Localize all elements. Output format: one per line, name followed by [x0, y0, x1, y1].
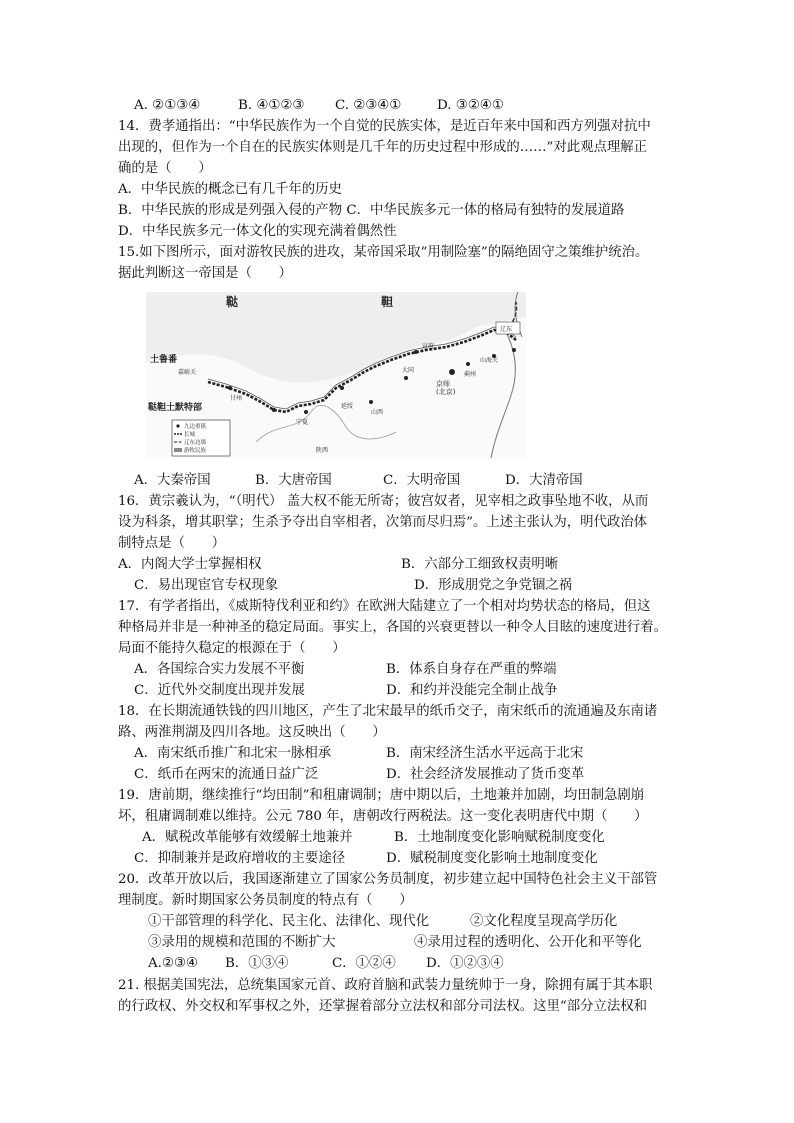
q14-option-bc: B．中华民族的形成是列强入侵的产物 C．中华民族多元一体的格局有独特的发展道路 — [118, 203, 625, 218]
q16-stem-line: 设为科条，增其职掌；生杀予夺出自宰相者，次第而尽归焉”。上述主张认为，明代政治体 — [118, 515, 648, 530]
q15-option-a: A．大秦帝国 — [134, 473, 211, 488]
q20-item-1: ①干部管理的科学化、民主化、法律化、现代化 — [148, 914, 430, 929]
map-label-ganzhou: 甘州 — [230, 395, 243, 402]
q17-option-a: A．各国综合实力发展不平衡 — [134, 662, 305, 677]
map-label-jizhou: 蓟州 — [464, 371, 477, 378]
q15-option-c: C．大明帝国 — [383, 473, 461, 488]
q15-stem-line: 15.如下图所示，面对游牧民族的进攻，某帝国采取“用制险塞”的隔绝固守之策维护统治。 — [118, 245, 649, 260]
q16-stem-line: 16．黄宗羲认为，“（明代） 盖大权不能无所寄；彼宫奴者，见宰相之政事坠地不收，从而 — [118, 494, 649, 509]
map-label-north-1: 鞑 — [226, 295, 239, 309]
map-label-yansui: 延绥 — [341, 403, 354, 410]
q19-option-d: D．赋税制度变化影响土地制度变化 — [386, 851, 598, 866]
q14-option-a: A．中华民族的概念已有几千年的历史 — [118, 182, 342, 197]
q20-option-c: C．①②④ — [332, 956, 396, 971]
q19-option-c: C．抑制兼并是政府增收的主要途径 — [134, 851, 346, 866]
q20-item-3: ③录用的规模和范围的不断扩大 — [148, 935, 336, 950]
q19-option-a: A．赋税改革能够有效缓解土地兼并 — [142, 830, 353, 845]
q20-option-b: B．①③④ — [225, 956, 289, 971]
q21-stem-line: 的行政权、外交权和军事权之外，还掌握着部分立法权和部分司法权。这里“部分立法权和 — [118, 999, 648, 1014]
q17-stem-line: 局面不能持久稳定的根源在于（ ） — [118, 641, 346, 656]
map-label-shanhaiguan: 山海关 — [480, 357, 499, 364]
q13-option-b: B. ④①②③ — [238, 98, 305, 113]
q15-option-d: D．大清帝国 — [505, 473, 583, 488]
q18-stem-line: 18．在长期流通铁钱的四川地区，产生了北宋最早的纸币交子，南宋纸币的流通遍及东南诸 — [118, 704, 658, 719]
map-label-jiayuguan: 嘉峪关 — [178, 369, 197, 376]
legend-item: 九边重镇 — [184, 424, 207, 430]
q18-option-c: C．纸币在两宋的流通日益广泛 — [134, 767, 319, 782]
q17-option-b: B．体系自身存在严重的弊端 — [386, 662, 557, 677]
legend-item: 长城 — [184, 432, 196, 438]
q16-option-d: D．形成朋党之争党锢之祸 — [414, 578, 573, 593]
legend-item: 辽东边墙 — [184, 440, 207, 446]
q13-option-a: A. ②①③④ — [134, 98, 201, 113]
q19-option-b: B．土地制度变化影响赋税制度变化 — [394, 830, 605, 845]
q19-stem-line: 坏，租庸调制难以维持。公元 780 年，唐朝改行两税法。这一变化表明唐代中期（ ） — [118, 809, 648, 824]
q13-option-c: C. ②③④① — [335, 98, 402, 113]
q14-stem-line: 14．费孝通指出：“中华民族作为一个自觉的民族实体，是近百年来中国和西方列强对抗中 — [118, 119, 651, 134]
map-label-ningxia: 宁夏 — [296, 419, 309, 426]
map-label-tufan: 土鲁番 — [150, 355, 178, 365]
q14-option-d: D．中华民族多元一体文化的实现充满着偶然性 — [118, 224, 397, 239]
q17-stem-line: 种格局并非是一种神圣的稳定局面。事实上，各国的兴衰更替以一种令人目眩的速度进行着。 — [118, 620, 668, 635]
q20-stem-line: 20．改革开放以后，我国逐渐建立了国家公务员制度，初步建立起中国特色社会主义干部管 — [118, 872, 658, 887]
q15-stem-line: 据此判断这一帝国是（ ） — [118, 266, 293, 281]
q13-option-d: D. ③②④① — [437, 98, 504, 113]
map-label-liaodong: 辽东 — [500, 326, 513, 333]
map-label-datong: 大同 — [402, 367, 415, 374]
q16-stem-line: 制特点是（ ） — [118, 536, 226, 551]
map-label-north-2: 靼 — [381, 295, 394, 309]
q20-option-a: A.②③④ — [148, 956, 198, 971]
q16-option-a: A．内阁大学士掌握相权 — [118, 557, 262, 572]
map-label-shaanxi: 陕西 — [316, 447, 329, 454]
q18-stem-line: 路、两淮荆湖及四川各地。这反映出（ ） — [118, 725, 386, 740]
map-label-wala: 鞑靼土默特部 — [148, 403, 203, 413]
q18-option-a: A．南宋纸币推广和北宋一脉相承 — [134, 746, 332, 761]
q14-stem-line: 确的是（ ） — [118, 161, 212, 176]
q17-option-d: D．和约并没能完全制止战争 — [386, 683, 558, 698]
q17-stem-line: 17．有学者指出，《威斯特伐利亚和约》在欧洲大陆建立了一个相对均势状态的格局，但这 — [118, 599, 651, 614]
q18-option-b: B．南宋经济生活水平远高于北宋 — [386, 746, 584, 761]
q20-item-2: ②文化程度呈现高学历化 — [470, 914, 618, 929]
map-label-shanxi: 山西 — [371, 409, 384, 416]
great-wall-map — [146, 292, 526, 458]
legend-item: 游牧民族 — [184, 448, 207, 454]
q20-option-d: D．①②③④ — [426, 956, 504, 971]
q20-item-4: ④录用过程的透明化、公开化和平等化 — [414, 935, 642, 950]
q18-option-d: D．社会经济发展推动了货币变革 — [386, 767, 585, 782]
q20-stem-line: 理制度。新时期国家公务员制度的特点有（ ） — [118, 893, 413, 908]
q17-option-c: C．近代外交制度出现并发展 — [134, 683, 305, 698]
q19-stem-line: 19．唐前期，继续推行“均田制”和租庸调制；唐中期以后，土地兼并加剧，均田制急剧崩 — [118, 788, 645, 803]
q15-option-b: B．大唐帝国 — [255, 473, 332, 488]
q16-option-b: B．六部分工细致权责明晰 — [401, 557, 559, 572]
map-label-xuanfu: 宣府 — [422, 343, 435, 350]
map-label-jingshi: 京师(北京) — [436, 380, 456, 396]
q14-stem-line: 出现的，但作为一个自在的民族实体则是几千年的历史过程中形成的……”对此观点理解正 — [118, 140, 648, 155]
q21-stem-line: 21. 根据美国宪法，总统集国家元首、政府首脑和武装力量统帅于一身，除拥有属于其本职 — [118, 978, 653, 993]
q16-option-c: C．易出现宦官专权现象 — [134, 578, 279, 593]
